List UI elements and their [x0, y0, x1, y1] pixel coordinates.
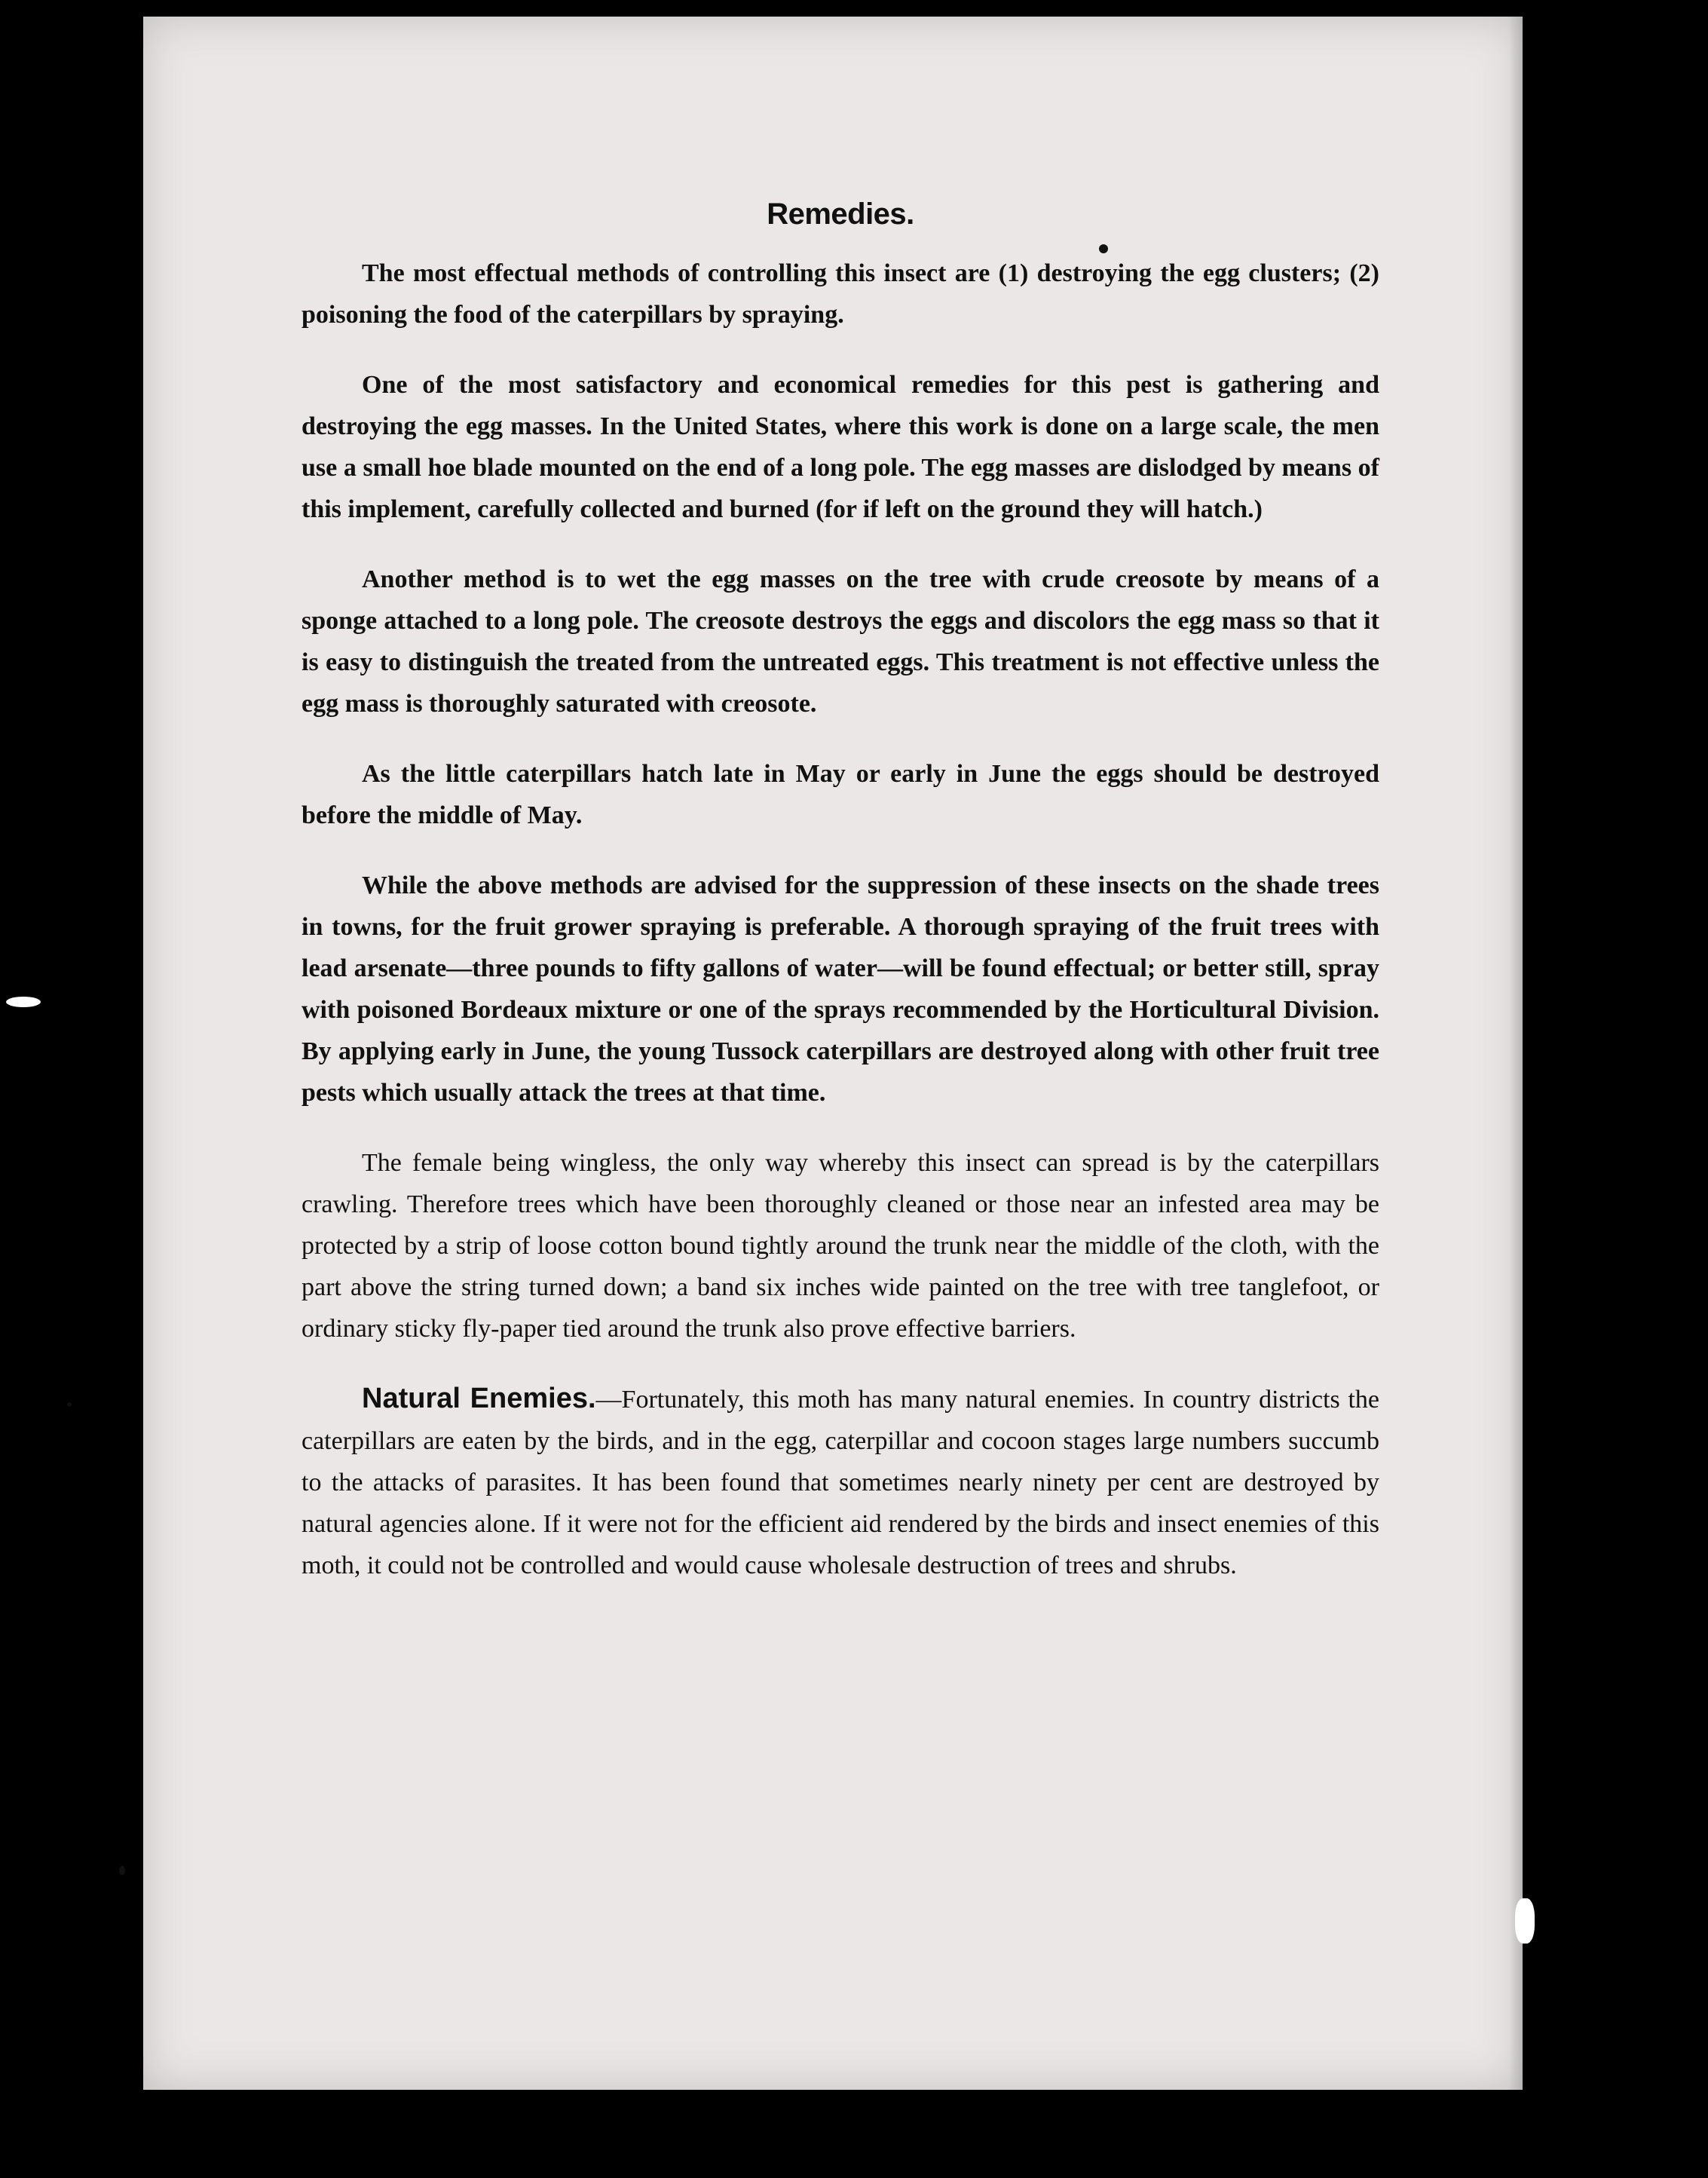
paragraph: Another method is to wet the egg masses on the tree with crude creosote by means of a sponge attached to a long pole. The creosote destroys the eggs and discolors the egg mass so that it is easy to distinguish the treated from the untreated eggs. This treatment is not effective unless the egg mass is thoroughly saturated with creosote.	[302, 565, 1379, 718]
natural-enemies-text: —Fortunately, this moth has many natural enemies. In country districts the caterpillars are eaten by the birds, and in the egg, caterpillar and cocoon stages large numbers succumb to the attacks of parasites. It has been found that sometimes nearly ninety per cent are destroyed by natural agencies alone. If it were not for the efficient aid rendered by the birds and insect enemies of this moth, it could not be controlled and would cause wholesale destruction of trees and shrubs.	[302, 1386, 1379, 1579]
document-body	[302, 198, 1379, 1615]
paragraph: While the above methods are advised for the suppression of these insects on the shade trees in towns, for the fruit grower spraying is preferable. A thorough spraying of the fruit trees with lead arsenate—three pounds to fifty gallons of water—will be found effectual; or better still, spray with poisoned Bordeaux mixture or one of the sprays recommended by the Horticultural Division. By applying early in June, the young Tussock caterpillars are destroyed along with other fruit tree pests which usually attack the trees at that time.	[302, 872, 1379, 1107]
scan-artifact	[1515, 1898, 1535, 1944]
section-heading: Remedies.	[767, 198, 914, 231]
ink-speck	[119, 1866, 125, 1875]
paragraph: One of the most satisfactory and economical remedies for this pest is gathering and destroying the egg masses. In the United States, where this work is done on a large scale, the men use a small hoe blade mounted on the end of a long pole. The egg masses are dislodged by means of this implement, carefully collected and burned (for if left on the ground they will hatch.)	[302, 371, 1379, 523]
paragraph: The most effectual methods of controlling this insect are (1) destroying the egg clusters; (2) poisoning the food of the caterpillars by spraying.	[302, 259, 1379, 329]
ink-speck	[67, 1402, 72, 1407]
scan-artifact	[6, 997, 41, 1007]
scanned-page	[143, 17, 1523, 2090]
paragraph: As the little caterpillars hatch late in May or early in June the eggs should be destroyed before the middle of May.	[302, 760, 1379, 829]
run-in-heading: Natural Enemies.	[362, 1383, 596, 1414]
natural-enemies-paragraph	[302, 1378, 1379, 1586]
paragraph: The female being wingless, the only way whereby this insect can spread is by the caterpillars crawling. Therefore trees which have been thoroughly cleaned or those near an infested area may be protected by a strip of loose cotton bound tightly around the trunk near the middle of the cloth, with the part above the string turned down; a band six inches wide painted on the tree with tree tanglefoot, or ordinary sticky fly-paper tied around the trunk also prove effective barriers.	[302, 1149, 1379, 1343]
